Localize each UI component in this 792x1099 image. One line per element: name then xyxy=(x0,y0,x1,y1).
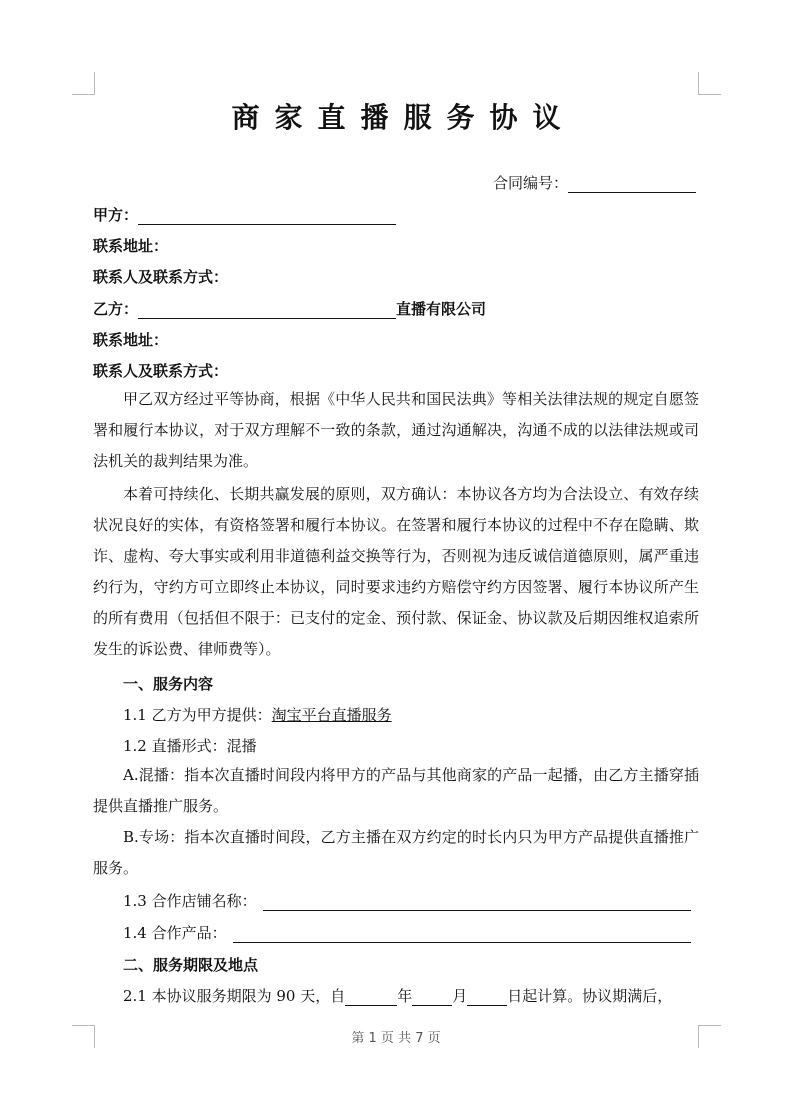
item-1-1-label: 1.1 乙方为甲方提供： xyxy=(123,706,272,724)
section-1-heading: 一、服务内容 xyxy=(123,675,214,693)
preamble-paragraph-2: 本着可持续化、长期共赢发展的原则，双方确认：本协议各方均为合法设立、有效存续状况良好的实体，有资格签署和履行本协议。在签署和履行本协议的过程中不存在隐瞒、欺诈、虚构、夸大事实或利用非道德利益交换等行为，否则视为违反诚信道德原则，属严重违约行为，守约方可立即终止本协议，同时要求违约方赔偿守约方因签署、履行本协议所产生的所有费用（包括但不限于：已支付的定金、预付款、保证金、协议款及后期因维权追索所发生的诉讼费、律师费等）。 xyxy=(93,485,699,658)
party-b-label: 乙方： xyxy=(93,300,139,318)
item-b-paragraph: B.专场：指本次直播时间段，乙方主播在双方约定的时长内只为甲方产品提供直播推广服务。 xyxy=(93,828,699,877)
item-1-1 xyxy=(123,704,392,725)
party-a-row xyxy=(93,204,396,225)
contract-number-row xyxy=(493,172,696,193)
year-label: 年 xyxy=(397,987,413,1005)
contract-number-label: 合同编号： xyxy=(493,174,569,192)
party-a-address-label: 联系地址： xyxy=(93,237,169,255)
contract-number-blank[interactable] xyxy=(568,176,696,193)
item-2-1-end: 日起计算。协议期满后， xyxy=(507,987,673,1005)
month-blank[interactable] xyxy=(412,989,452,1006)
party-b-contact-label: 联系人及联系方式： xyxy=(93,362,229,380)
product-blank[interactable] xyxy=(233,926,691,943)
party-a-blank[interactable] xyxy=(138,208,396,225)
month-label: 月 xyxy=(452,987,468,1005)
year-blank[interactable] xyxy=(345,989,397,1006)
item-2-1 xyxy=(123,985,672,1006)
party-b-suffix: 直播有限公司 xyxy=(396,300,487,318)
preamble-paragraph-1: 甲乙双方经过平等协商，根据《中华人民共和国民法典》等相关法律法规的规定自愿签署和履行本协议，对于双方理解不一致的条款，通过沟通解决，沟通不成的以法律法规或司法机关的裁判结果为准。 xyxy=(93,390,699,470)
day-blank[interactable] xyxy=(467,989,507,1006)
section-2-heading: 二、服务期限及地点 xyxy=(123,956,259,974)
item-1-4 xyxy=(123,922,691,943)
crop-mark-top-right xyxy=(698,72,721,95)
page-footer: 第 1 页 共 7 页 xyxy=(351,1031,441,1046)
party-a-contact-label: 联系人及联系方式： xyxy=(93,268,229,286)
item-2-1-start: 2.1 本协议服务期限为 90 天，自 xyxy=(123,987,346,1005)
document-title: 商家直播服务协议 xyxy=(231,101,576,134)
item-1-3 xyxy=(123,890,691,911)
shop-name-blank[interactable] xyxy=(263,894,691,911)
party-a-label: 甲方： xyxy=(93,206,139,224)
crop-mark-top-left xyxy=(72,72,95,95)
item-1-4-label: 1.4 合作产品： xyxy=(123,924,227,942)
party-b-blank[interactable] xyxy=(138,302,396,319)
party-b-row xyxy=(93,298,486,319)
party-b-address-label: 联系地址： xyxy=(93,331,169,349)
item-1-1-value: 淘宝平台直播服务 xyxy=(271,706,392,724)
item-1-3-label: 1.3 合作店铺名称： xyxy=(123,892,257,910)
item-1-2: 1.2 直播形式：混播 xyxy=(123,737,257,755)
item-a-paragraph: A.混播：指本次直播时间段内将甲方的产品与其他商家的产品一起播，由乙方主播穿插提供直播推广服务。 xyxy=(93,766,699,815)
